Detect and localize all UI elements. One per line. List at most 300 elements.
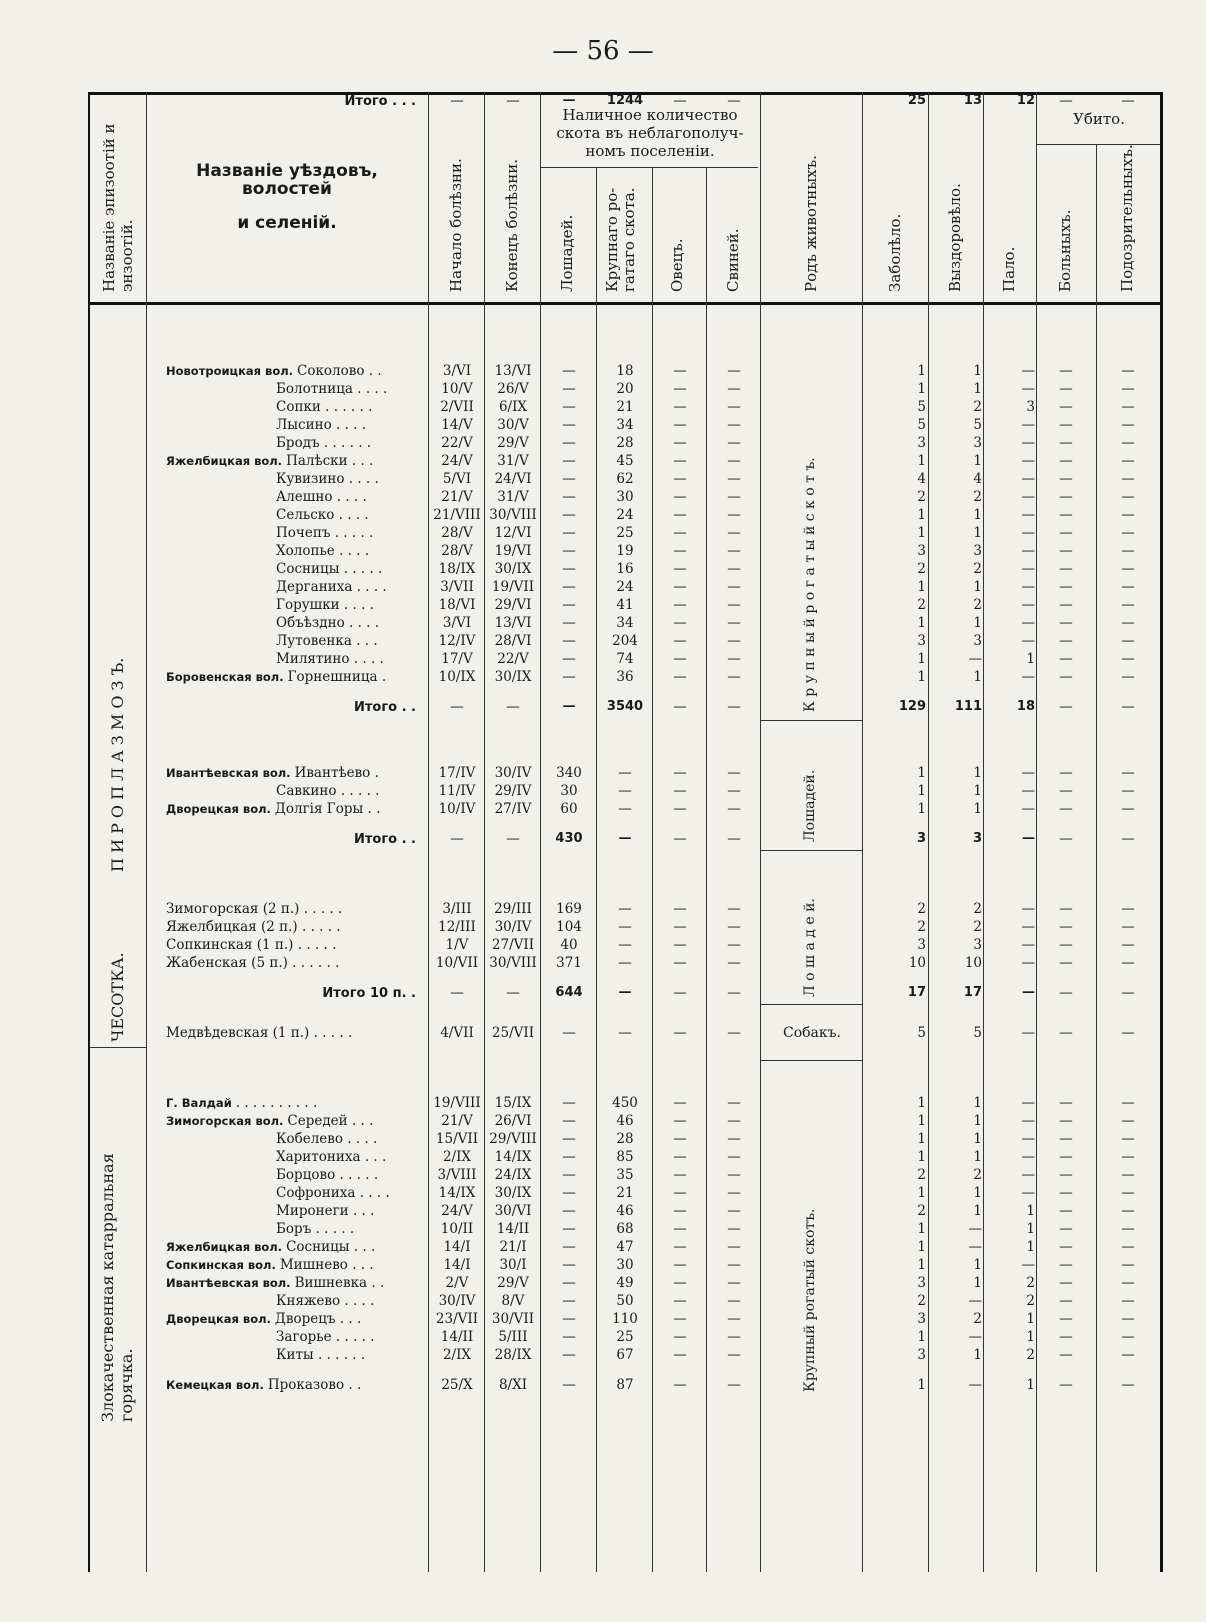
cell-p: — bbox=[727, 1095, 741, 1111]
cell-p: — bbox=[727, 363, 741, 379]
header-stock-group: Наличное количество скота въ неблагополуч-номъ поселеніи. bbox=[556, 106, 744, 160]
cell-s: 5/VI bbox=[442, 471, 472, 487]
volost-name: Ивантѣевская вол. bbox=[166, 766, 295, 780]
cell-s: — bbox=[450, 985, 464, 1001]
table-row bbox=[88, 560, 1162, 578]
cell-p: — bbox=[727, 937, 741, 953]
cell-s: 3/VI bbox=[442, 615, 472, 631]
cell-v: 1 bbox=[973, 765, 982, 781]
cell-e: 30/IX bbox=[494, 669, 532, 685]
cell-v: 1 bbox=[973, 1149, 982, 1165]
cell-kb: — bbox=[1059, 1131, 1073, 1147]
cell-h: 169 bbox=[556, 901, 582, 917]
cell-p: — bbox=[727, 1025, 741, 1041]
cell-e: 19/VII bbox=[491, 579, 535, 595]
cell-p: — bbox=[727, 525, 741, 541]
cell-s: 24/V bbox=[441, 1203, 473, 1219]
cell-e: 30/VIII bbox=[489, 507, 537, 523]
cell-c: 45 bbox=[616, 453, 634, 469]
cell-s: 21/V bbox=[441, 1113, 473, 1129]
kind-cattle-1: К р у п н ы й р о г а т ы й с к о т ъ. bbox=[802, 457, 818, 712]
cell-v: 5 bbox=[973, 417, 982, 433]
cell-kp: — bbox=[1121, 1329, 1135, 1345]
cell-kb: — bbox=[1059, 525, 1073, 541]
cell-v: — bbox=[968, 1329, 982, 1345]
cell-e: 26/VI bbox=[494, 1113, 532, 1129]
cell-v: 2 bbox=[973, 489, 982, 505]
cell-kp: — bbox=[1121, 1095, 1135, 1111]
table-row bbox=[88, 1184, 1162, 1202]
volost-name: Зимогорская вол. bbox=[166, 1114, 288, 1128]
cell-o: — bbox=[673, 1239, 687, 1255]
cell-o: — bbox=[673, 919, 687, 935]
cell-p: — bbox=[727, 1275, 741, 1291]
cell-e: 30/IX bbox=[494, 561, 532, 577]
cell-h: — bbox=[562, 669, 576, 685]
cell-h: — bbox=[562, 1025, 576, 1041]
cell-h: 104 bbox=[556, 919, 582, 935]
cell-v: 2 bbox=[973, 399, 982, 415]
table-row bbox=[88, 488, 1162, 506]
cell-kp: — bbox=[1121, 1347, 1135, 1363]
cell-e: 29/VIII bbox=[489, 1131, 537, 1147]
cell-z: 2 bbox=[917, 919, 926, 935]
cell-o: — bbox=[673, 399, 687, 415]
table-row bbox=[88, 1112, 1162, 1130]
cell-p: — bbox=[727, 985, 741, 1001]
place-name: Сосницы . . . . . bbox=[276, 561, 383, 577]
cell-h: — bbox=[562, 1131, 576, 1147]
cell-d: — bbox=[1021, 901, 1035, 917]
place-name: Загорье . . . . . bbox=[276, 1329, 375, 1345]
cell-o: — bbox=[673, 471, 687, 487]
cell-c: — bbox=[618, 783, 632, 799]
cell-s: 22/V bbox=[441, 435, 473, 451]
cell-c: 28 bbox=[616, 1131, 634, 1147]
cell-p: — bbox=[727, 783, 741, 799]
cell-s: 2/VII bbox=[440, 399, 474, 415]
cell-kb: — bbox=[1059, 955, 1073, 971]
cell-s: 14/IX bbox=[438, 1185, 476, 1201]
cell-c: 30 bbox=[616, 489, 634, 505]
cell-d: — bbox=[1022, 985, 1035, 1000]
cell-kb: — bbox=[1059, 699, 1073, 715]
cell-z: 2 bbox=[917, 1203, 926, 1219]
cell-h: — bbox=[562, 1167, 576, 1183]
cell-e: 31/V bbox=[497, 453, 529, 469]
cell-kp: — bbox=[1121, 937, 1135, 953]
place-name: Милятино . . . . bbox=[276, 651, 384, 667]
cell-c: 50 bbox=[616, 1293, 634, 1309]
cell-d: 1 bbox=[1026, 1203, 1035, 1219]
cell-z: 1 bbox=[917, 615, 926, 631]
cell-z: 129 bbox=[898, 699, 926, 714]
cell-v: 3 bbox=[973, 633, 982, 649]
header-start: Начало болѣзни. bbox=[447, 158, 465, 292]
cell-e: 22/V bbox=[497, 651, 529, 667]
cell-c: 110 bbox=[612, 1311, 638, 1327]
cell-p: — bbox=[727, 765, 741, 781]
cell-e: 28/VI bbox=[494, 633, 532, 649]
table-row bbox=[88, 1238, 1162, 1256]
cell-kp: — bbox=[1121, 1311, 1135, 1327]
cell-p: — bbox=[727, 1293, 741, 1309]
cell-p: — bbox=[727, 831, 741, 847]
cell-kp: — bbox=[1121, 1221, 1135, 1237]
cell-v: 2 bbox=[973, 1167, 982, 1183]
cell-c: 20 bbox=[616, 381, 634, 397]
cell-d: 2 bbox=[1026, 1293, 1035, 1309]
cell-z: 1 bbox=[917, 579, 926, 595]
cell-v: 1 bbox=[973, 579, 982, 595]
header-cattle: Крупнаго ро-гатаго скота. bbox=[603, 187, 638, 292]
cell-v: 2 bbox=[973, 919, 982, 935]
cell-h: — bbox=[562, 651, 576, 667]
cell-o: — bbox=[673, 1025, 687, 1041]
table-row bbox=[88, 1220, 1162, 1238]
cell-c: 87 bbox=[616, 1377, 634, 1393]
header-place-1: Названіе уѣздовъ, волостей bbox=[196, 161, 378, 199]
cell-e: 28/IX bbox=[494, 1347, 532, 1363]
place-name: Дерганиха . . . . bbox=[276, 579, 387, 595]
cell-h: — bbox=[562, 435, 576, 451]
cell-d: 2 bbox=[1026, 1347, 1035, 1363]
cell-s: 15/VII bbox=[435, 1131, 479, 1147]
table-row bbox=[88, 524, 1162, 542]
cell-kp: — bbox=[1121, 417, 1135, 433]
cell-p: — bbox=[727, 1377, 741, 1393]
cell-d: — bbox=[1021, 1025, 1035, 1041]
cell-v: 1 bbox=[973, 1275, 982, 1291]
cell-o: — bbox=[673, 937, 687, 953]
cell-s: — bbox=[450, 831, 464, 847]
header-bottom-rule bbox=[88, 302, 1162, 305]
total-row bbox=[88, 830, 1162, 848]
table-row bbox=[88, 1094, 1162, 1112]
cell-kb: — bbox=[1059, 919, 1073, 935]
cell-h: 30 bbox=[560, 783, 578, 799]
cell-c: 62 bbox=[616, 471, 634, 487]
cell-h: — bbox=[562, 1239, 576, 1255]
cell-e: 24/IX bbox=[494, 1167, 532, 1183]
cell-z: 2 bbox=[917, 1293, 926, 1309]
table-row bbox=[88, 506, 1162, 524]
cell-v: 1 bbox=[973, 363, 982, 379]
kind-horses-1: Лошадей. bbox=[802, 769, 818, 842]
place-name: Бродъ . . . . . . bbox=[276, 435, 372, 451]
cell-o: — bbox=[673, 1113, 687, 1129]
cell-z: 1 bbox=[917, 1095, 926, 1111]
cell-p: — bbox=[727, 471, 741, 487]
cell-kp: — bbox=[1121, 801, 1135, 817]
cell-o: — bbox=[673, 381, 687, 397]
cell-p: — bbox=[727, 489, 741, 505]
cell-d: 1 bbox=[1026, 1239, 1035, 1255]
cell-d: — bbox=[1021, 1113, 1035, 1129]
cell-o: — bbox=[673, 1149, 687, 1165]
place-name: Алешно . . . . bbox=[276, 489, 367, 505]
cell-e: 30/I bbox=[499, 1257, 527, 1273]
cell-p: — bbox=[727, 1113, 741, 1129]
cell-z: 1 bbox=[917, 1257, 926, 1273]
cell-d: 1 bbox=[1026, 1311, 1035, 1327]
header-killed-suspect: Подозрительныхъ. bbox=[1118, 144, 1136, 292]
cell-kp: — bbox=[1121, 1185, 1135, 1201]
table-row bbox=[88, 380, 1162, 398]
table-row bbox=[88, 1166, 1162, 1184]
cell-o: — bbox=[673, 765, 687, 781]
cell-o: — bbox=[673, 1167, 687, 1183]
cell-d: — bbox=[1021, 417, 1035, 433]
place-name: Кобелево . . . . bbox=[276, 1131, 378, 1147]
cell-s: 1/V bbox=[445, 937, 469, 953]
place-name: Новотроицкая вол. Соколово . . bbox=[166, 363, 382, 379]
cell-s: 10/V bbox=[441, 381, 473, 397]
cell-d: — bbox=[1021, 525, 1035, 541]
place-name: Яжелбицкая вол. Сосницы . . . bbox=[166, 1239, 376, 1255]
cell-v: 10 bbox=[964, 955, 982, 971]
cell-d: 1 bbox=[1026, 1377, 1035, 1393]
cell-c: 25 bbox=[616, 525, 634, 541]
cell-kb: — bbox=[1059, 1329, 1073, 1345]
place-name: Болотница . . . . bbox=[276, 381, 388, 397]
cell-c: 85 bbox=[616, 1149, 634, 1165]
volost-name: Сопкинская вол. bbox=[166, 1258, 280, 1272]
cell-h: — bbox=[562, 489, 576, 505]
place-name: Яжелбицкая вол. Палѣски . . . bbox=[166, 453, 374, 469]
cell-kp: — bbox=[1121, 435, 1135, 451]
kind-cattle-2: Крупный рогатый скотъ. bbox=[802, 1208, 818, 1392]
cell-o: — bbox=[673, 669, 687, 685]
cell-kb: — bbox=[1059, 1293, 1073, 1309]
cell-d: — bbox=[1021, 669, 1035, 685]
cell-c: — bbox=[618, 937, 632, 953]
cell-kb: — bbox=[1059, 1167, 1073, 1183]
cell-z: 1 bbox=[917, 1131, 926, 1147]
cell-h: — bbox=[562, 1377, 576, 1393]
cell-p: — bbox=[727, 543, 741, 559]
cell-d: — bbox=[1021, 801, 1035, 817]
cell-z: 2 bbox=[917, 901, 926, 917]
cell-c: 68 bbox=[616, 1221, 634, 1237]
page-number: — 56 — bbox=[552, 36, 654, 66]
cell-c: 28 bbox=[616, 435, 634, 451]
place-name bbox=[166, 984, 416, 1003]
cell-kp: — bbox=[1121, 1025, 1135, 1041]
cell-z: 1 bbox=[917, 1221, 926, 1237]
cell-d: — bbox=[1021, 435, 1035, 451]
cell-kp: — bbox=[1121, 1113, 1135, 1129]
cell-d: — bbox=[1021, 1185, 1035, 1201]
cell-z: 1 bbox=[917, 765, 926, 781]
cell-e: 24/VI bbox=[494, 471, 532, 487]
cell-z: 1 bbox=[917, 783, 926, 799]
place-name: Лутовенка . . . bbox=[276, 633, 378, 649]
header-pigs: Свиней. bbox=[724, 228, 742, 292]
cell-c: 47 bbox=[616, 1239, 634, 1255]
cell-e: 25/VII bbox=[491, 1025, 535, 1041]
cell-e: 30/IV bbox=[494, 765, 532, 781]
kind-dogs: Собакъ. bbox=[782, 1025, 842, 1041]
cell-c: — bbox=[618, 801, 632, 817]
cell-kp: — bbox=[1121, 831, 1135, 847]
cell-o: — bbox=[673, 1095, 687, 1111]
cell-e: — bbox=[506, 831, 520, 847]
stock-subrule bbox=[540, 167, 758, 168]
cell-kp: — bbox=[1121, 699, 1135, 715]
cell-v: 2 bbox=[973, 597, 982, 613]
cell-d: — bbox=[1021, 381, 1035, 397]
place-name: Ивантѣевская вол. Вишневка . . bbox=[166, 1275, 385, 1291]
cell-kb: — bbox=[1059, 597, 1073, 613]
cell-v: 1 bbox=[973, 1185, 982, 1201]
cell-kb: — bbox=[1059, 1221, 1073, 1237]
cell-z: 1 bbox=[917, 1239, 926, 1255]
cell-c: 25 bbox=[616, 1329, 634, 1345]
cell-h: — bbox=[562, 579, 576, 595]
table-row bbox=[88, 900, 1162, 918]
total-row bbox=[88, 984, 1162, 1002]
cell-p: — bbox=[727, 1131, 741, 1147]
cell-kb: — bbox=[1059, 831, 1073, 847]
table-row bbox=[88, 632, 1162, 650]
cell-kb: — bbox=[1059, 93, 1073, 109]
cell-v: — bbox=[968, 1239, 982, 1255]
cell-kp: — bbox=[1121, 955, 1135, 971]
table-row bbox=[88, 650, 1162, 668]
cell-kp: — bbox=[1121, 1149, 1135, 1165]
cell-v: 2 bbox=[973, 1311, 982, 1327]
cell-c: 19 bbox=[616, 543, 634, 559]
cell-z: 2 bbox=[917, 597, 926, 613]
cell-d: — bbox=[1021, 363, 1035, 379]
cell-c: 204 bbox=[612, 633, 638, 649]
cell-e: 15/IX bbox=[494, 1095, 532, 1111]
cell-v: 5 bbox=[973, 1025, 982, 1041]
cell-kb: — bbox=[1059, 1377, 1073, 1393]
cell-o: — bbox=[673, 985, 687, 1001]
table-row bbox=[88, 936, 1162, 954]
cell-kb: — bbox=[1059, 381, 1073, 397]
place-name: Зимогорская (2 п.) . . . . . bbox=[166, 901, 343, 917]
table-row bbox=[88, 1376, 1162, 1394]
cell-e: 30/IV bbox=[494, 919, 532, 935]
cell-kp: — bbox=[1121, 1275, 1135, 1291]
cell-kp: — bbox=[1121, 1167, 1135, 1183]
cell-z: 3 bbox=[917, 1275, 926, 1291]
cell-z: 4 bbox=[917, 471, 926, 487]
cell-o: — bbox=[673, 1347, 687, 1363]
cell-kb: — bbox=[1059, 1311, 1073, 1327]
cell-e: 29/V bbox=[497, 1275, 529, 1291]
cell-p: — bbox=[727, 1149, 741, 1165]
group-catarrhal-fever: Злокачественная катарральная горячка. bbox=[98, 1153, 136, 1422]
cell-kb: — bbox=[1059, 1239, 1073, 1255]
cell-o: — bbox=[673, 1185, 687, 1201]
cell-kb: — bbox=[1059, 669, 1073, 685]
cell-p: — bbox=[727, 435, 741, 451]
cell-h: — bbox=[562, 543, 576, 559]
cell-d: — bbox=[1021, 1131, 1035, 1147]
cell-p: — bbox=[727, 633, 741, 649]
place-name: Княжево . . . . bbox=[276, 1293, 375, 1309]
cell-c: — bbox=[618, 919, 632, 935]
cell-e: 8/XI bbox=[498, 1377, 528, 1393]
kind-rule-3 bbox=[760, 1004, 862, 1005]
cell-s: 28/V bbox=[441, 543, 473, 559]
cell-c: 49 bbox=[616, 1275, 634, 1291]
cell-o: — bbox=[673, 489, 687, 505]
table-row bbox=[88, 452, 1162, 470]
cell-c: 3540 bbox=[606, 699, 644, 714]
header-disease: Названіе эпизоотій и энзоотій. bbox=[100, 123, 136, 292]
cell-o: — bbox=[673, 1311, 687, 1327]
cell-o: — bbox=[673, 801, 687, 817]
cell-v: 1 bbox=[973, 1347, 982, 1363]
cell-v: 1 bbox=[973, 1257, 982, 1273]
place-name: Яжелбицкая (2 п.) . . . . . bbox=[166, 919, 341, 935]
cell-c: 67 bbox=[616, 1347, 634, 1363]
cell-kp: — bbox=[1121, 901, 1135, 917]
cell-h: — bbox=[562, 1257, 576, 1273]
cell-p: — bbox=[727, 1167, 741, 1183]
cell-e: 27/VII bbox=[491, 937, 535, 953]
cell-h: — bbox=[562, 699, 576, 714]
cell-o: — bbox=[673, 831, 687, 847]
table-row bbox=[88, 782, 1162, 800]
cell-z: 25 bbox=[907, 93, 926, 108]
total-label: Итого . . bbox=[354, 700, 416, 715]
header-killed: Убито. bbox=[1073, 110, 1125, 128]
place-name: Сельско . . . . bbox=[276, 507, 369, 523]
table-row bbox=[88, 1148, 1162, 1166]
cell-s: 10/IX bbox=[438, 669, 476, 685]
cell-kp: — bbox=[1121, 543, 1135, 559]
table-row bbox=[88, 954, 1162, 972]
cell-o: — bbox=[673, 363, 687, 379]
cell-kp: — bbox=[1121, 93, 1135, 109]
cell-h: — bbox=[562, 471, 576, 487]
cell-z: 3 bbox=[916, 831, 926, 846]
cell-c: 46 bbox=[616, 1203, 634, 1219]
cell-kp: — bbox=[1121, 453, 1135, 469]
place-name: Объѣздно . . . . bbox=[276, 615, 380, 631]
killed-subrule bbox=[1036, 144, 1162, 145]
cell-kp: — bbox=[1121, 507, 1135, 523]
place-name: Г. Валдай . . . . . . . . . . bbox=[166, 1095, 318, 1111]
cell-kb: — bbox=[1059, 561, 1073, 577]
cell-o: — bbox=[673, 453, 687, 469]
cell-z: 1 bbox=[917, 507, 926, 523]
cell-h: 340 bbox=[556, 765, 582, 781]
place-name: Почепъ . . . . . bbox=[276, 525, 374, 541]
cell-c: 36 bbox=[616, 669, 634, 685]
cell-o: — bbox=[673, 615, 687, 631]
cell-v: 1 bbox=[973, 801, 982, 817]
cell-c: — bbox=[618, 831, 632, 846]
cell-d: — bbox=[1021, 579, 1035, 595]
cell-h: — bbox=[562, 1329, 576, 1345]
cell-p: — bbox=[727, 507, 741, 523]
cell-v: 111 bbox=[954, 699, 982, 714]
cell-z: 5 bbox=[917, 417, 926, 433]
cell-e: 29/IV bbox=[494, 783, 532, 799]
cell-e: 5/III bbox=[498, 1329, 528, 1345]
cell-kp: — bbox=[1121, 633, 1135, 649]
cell-z: 3 bbox=[917, 543, 926, 559]
header-place-2: и селеній. bbox=[237, 213, 337, 233]
cell-h: — bbox=[562, 93, 576, 108]
